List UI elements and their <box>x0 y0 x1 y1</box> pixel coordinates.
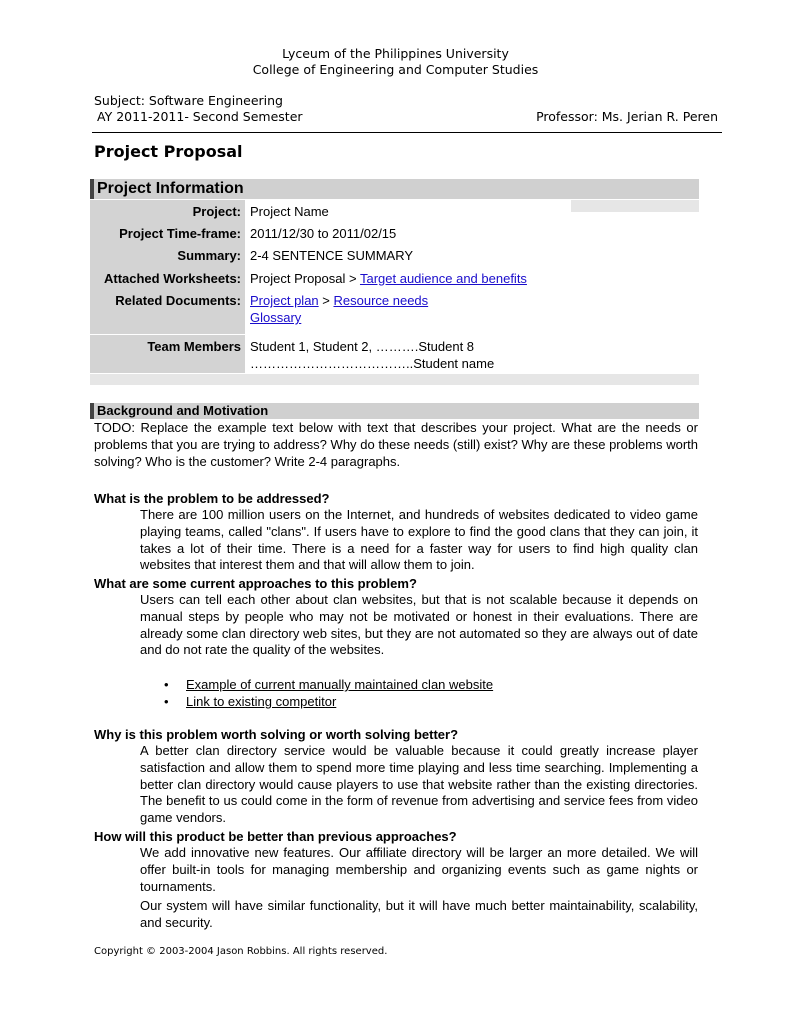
team-label: Team Members <box>90 335 245 373</box>
academic-year: AY 2011-2011- Second Semester <box>97 109 303 124</box>
timeframe-value: 2011/12/30 to 2011/02/15 <box>250 226 397 241</box>
question-problem: What is the problem to be addressed? <box>94 491 330 506</box>
team-value <box>250 335 494 372</box>
competitor-link[interactable]: Link to existing competitor <box>186 694 337 709</box>
project-label: Project: <box>90 200 245 222</box>
summary-value: 2-4 SENTENCE SUMMARY <box>250 248 414 263</box>
project-value: Project Name <box>250 204 329 219</box>
question-worth-solving: Why is this problem worth solving or worth solving better? <box>94 727 459 742</box>
answer-better-1: We add innovative new features. Our affiliate directory will be larger an more detailed. We will offer built-in tools for managing membership and organizing events such as game nights or tournaments. <box>140 845 698 894</box>
question-approaches: What are some current approaches to this problem? <box>94 576 417 591</box>
university-name: Lyceum of the Philippines University <box>282 46 509 61</box>
copyright-footer: Copyright © 2003-2004 Jason Robbins. All rights reserved. <box>94 946 388 957</box>
worksheets-prefix: Project Proposal > <box>250 271 360 286</box>
row-team <box>90 335 699 373</box>
professor-line: Professor: Ms. Jerian R. Peren <box>536 109 718 124</box>
header-rule <box>92 132 722 133</box>
row-timeframe <box>90 222 699 244</box>
resource-needs-link[interactable]: Resource needs <box>333 293 429 308</box>
answer-worth-solving: A better clan directory service would be valuable because it could greatly increase player satisfaction and allow them to spend more time playing and less time searching. Implementing a better clan directory would cause players to use that website rather than the existing directories. The benefit to us could come in the form of revenue from advertising and service fees from video game vendors. <box>140 743 698 826</box>
background-heading-bar <box>90 403 699 419</box>
list-item <box>164 676 494 693</box>
timeframe-label: Project Time-frame: <box>90 222 245 244</box>
question-better: How will this product be better than previous approaches? <box>94 829 457 844</box>
todo-paragraph: TODO: Replace the example text below with text that describes your project. What are the needs or problems that you are trying to address? Why do these needs (still) exist? Why are these problems worth solving? Who is the customer? Write 2-4 paragraphs. <box>94 420 698 469</box>
glossary-link[interactable]: Glossary <box>250 310 302 325</box>
example-clan-website-link[interactable]: Example of current manually maintained clan website <box>186 677 494 692</box>
bullet-icon: • <box>164 694 169 709</box>
answer-problem: There are 100 million users on the Internet, and hundreds of websites dedicated to video game playing teams, called "clans". If users have to explore to find the good clans that they can join, it takes a lot of their time. There is a need for a faster way for users to find high quality clan websites that interest them and that will allow them to join. <box>140 507 698 573</box>
college-name: College of Engineering and Computer Studies <box>252 62 539 77</box>
team-line-2: ………………………………..Student name <box>250 356 495 371</box>
worksheets-label: Attached Worksheets: <box>90 267 245 289</box>
answer-approaches: Users can tell each other about clan websites, but that is not scalable because it depends on manual steps by people who may not be motivated or honest in their evaluations. There are already some clan directory web sites, but they are not automated so they are always out of date and do not rate the quality of the websites. <box>140 592 698 658</box>
subject-line: Subject: Software Engineering <box>94 93 283 108</box>
summary-label: Summary: <box>90 244 245 267</box>
answer-better-2: Our system will have similar functionality, but it will have much better maintainability, scalability, and security. <box>140 898 698 930</box>
project-info-heading-bar <box>90 179 699 199</box>
row-summary <box>90 244 699 267</box>
project-info-heading: Project Information <box>97 180 244 197</box>
list-item <box>164 693 337 710</box>
team-line-1: Student 1, Student 2, ……….Student 8 <box>250 339 475 354</box>
related-label: Related Documents: <box>90 289 245 334</box>
row-project <box>90 200 699 222</box>
row-related <box>90 289 699 334</box>
background-heading: Background and Motivation <box>97 403 269 418</box>
related-value <box>250 289 428 326</box>
related-separator: > <box>318 293 334 308</box>
project-plan-link[interactable]: Project plan <box>250 293 319 308</box>
worksheets-value <box>250 267 527 287</box>
target-audience-link[interactable]: Target audience and benefits <box>359 271 527 286</box>
row-worksheets <box>90 267 699 289</box>
table-footer-strip <box>90 374 699 385</box>
bullet-icon: • <box>164 677 169 692</box>
page-title: Project Proposal <box>94 142 243 161</box>
